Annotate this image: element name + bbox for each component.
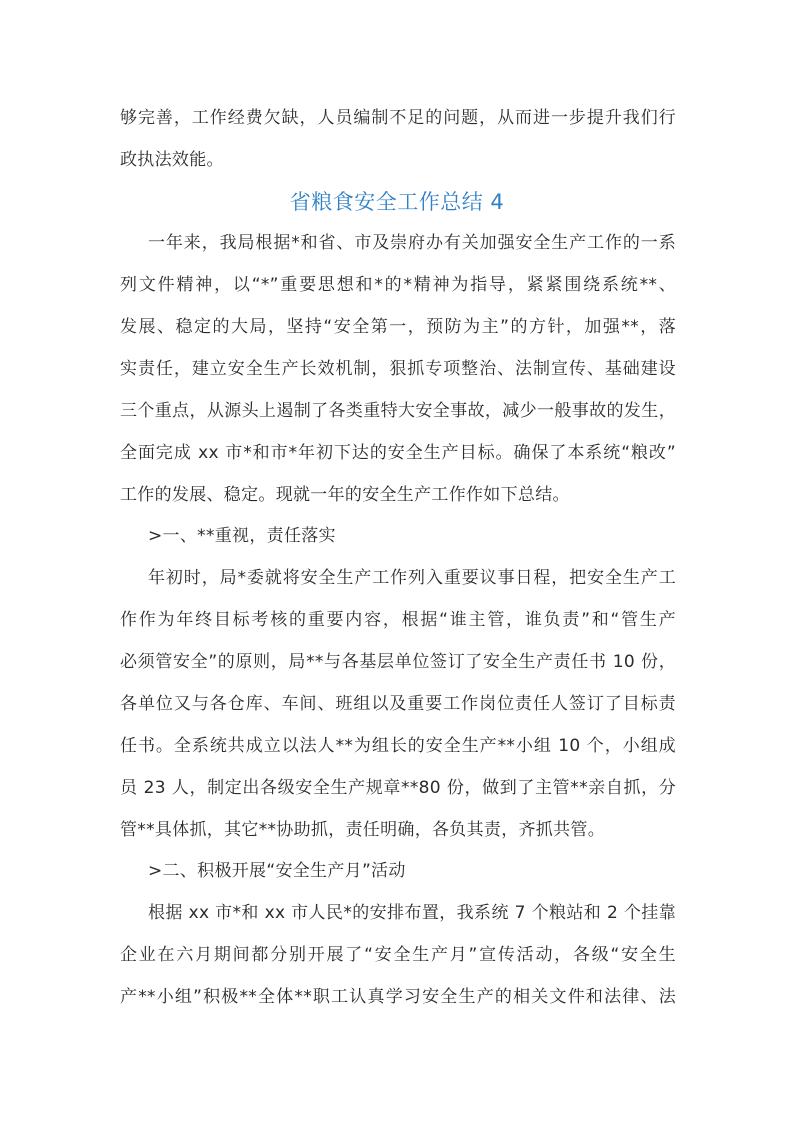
subheading: >二、积极开展“安全生产月”活动	[148, 861, 406, 881]
section-title: 省粮食安全工作总结 4	[289, 190, 505, 214]
paragraph-line: 一年来，我局根据*和省、市及崇府办有关加强安全生产工作的一系	[148, 233, 676, 253]
paragraph-line: 全面完成 xx 市*和市*年初下达的安全生产目标。确保了本系统“粮改”	[120, 443, 676, 463]
paragraph-line: 根据 xx 市*和 xx 市人民*的安排布置，我系统 7 个粮站和 2 个挂靠	[148, 903, 676, 923]
paragraph-line: 列文件精神，以“*”重要思想和*的*精神为指导，紧紧围绕系统**、	[120, 275, 676, 295]
paragraph-line: 年初时，局*委就将安全生产工作列入重要议事日程，把安全生产工	[148, 568, 676, 588]
paragraph-line: 三个重点，从源头上遏制了各类重特大安全事故，减少一般事故的发生，	[120, 401, 676, 421]
paragraph-line: 产**小组”积极**全体**职工认真学习安全生产的相关文件和法律、法	[120, 987, 676, 1007]
paragraph-line: 必须管安全”的原则，局**与各基层单位签订了安全生产责任书 10 份，	[120, 652, 676, 672]
paragraph-line: 工作的发展、稳定。现就一年的安全生产工作作如下总结。	[120, 485, 570, 505]
paragraph-line: 够完善，工作经费欠缺，人员编制不足的问题，从而进一步提升我们行	[120, 108, 676, 128]
paragraph-line: 任书。全系统共成立以法人**为组长的安全生产**小组 10 个，小组成	[120, 736, 676, 756]
paragraph-line: 政执法效能。	[120, 150, 224, 170]
paragraph-line: 管**具体抓，其它**协助抓，责任明确，各负其责，齐抓共管。	[120, 820, 605, 840]
paragraph-line: 作作为年终目标考核的重要内容，根据“谁主管，谁负责”和“管生产	[120, 610, 676, 630]
subheading: >一、**重视，责任落实	[148, 526, 336, 546]
paragraph-line: 员 23 人，制定出各级安全生产规章**80 份，做到了主管**亲自抓，分	[120, 778, 676, 798]
paragraph-line: 发展、稳定的大局，坚持“安全第一，预防为主”的方针，加强**，落	[120, 317, 676, 337]
paragraph-line: 企业在六月期间都分别开展了“安全生产月”宣传活动，各级“安全生	[120, 945, 676, 965]
paragraph-line: 实责任，建立安全生产长效机制，狠抓专项整治、法制宣传、基础建设	[120, 359, 676, 379]
paragraph-line: 各单位又与各仓库、车间、班组以及重要工作岗位责任人签订了目标责	[120, 694, 676, 714]
